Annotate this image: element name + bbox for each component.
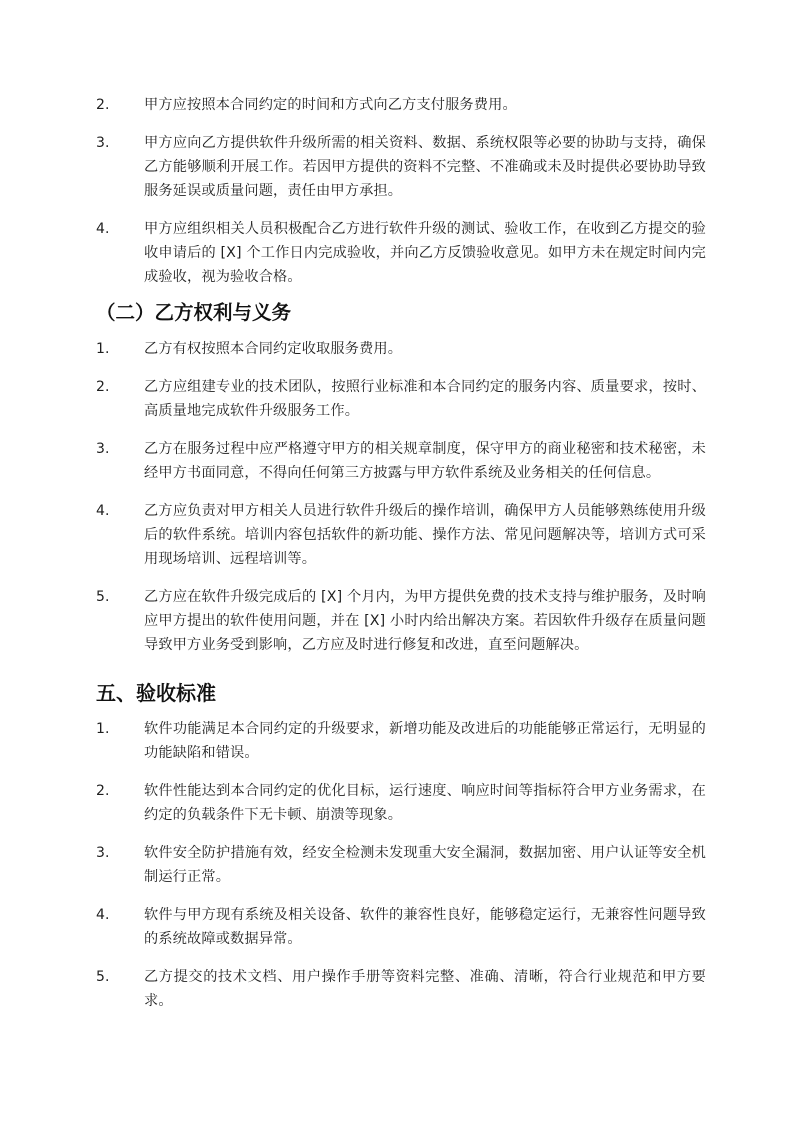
item-text: 乙方有权按照本合同约定收取服务费用。 (144, 341, 403, 357)
acceptance-criteria-list (96, 717, 706, 1027)
item-text: 乙方应组建专业的技术团队，按照行业标准和本合同约定的服务内容、质量要求，按时、高质量地完成软件升级服务工作。 (144, 379, 706, 419)
item-text: 软件与甲方现有系统及相关设备、软件的兼容性良好，能够稳定运行，无兼容性问题导致的系统故障或数据异常。 (144, 907, 706, 947)
item-number: 4. (96, 503, 110, 519)
item-number: 4. (96, 907, 110, 923)
item-number: 3. (96, 441, 110, 457)
list-item (96, 841, 706, 889)
item-number: 3. (96, 135, 110, 151)
item-text: 软件性能达到本合同约定的优化目标，运行速度、响应时间等指标符合甲方业务需求，在约定的负载条件下无卡顿、崩溃等现象。 (144, 783, 706, 823)
item-number: 2. (96, 379, 110, 395)
item-text: 乙方应负责对甲方相关人员进行软件升级后的操作培训，确保甲方人员能够熟练使用升级后的软件系统。培训内容包括软件的新功能、操作方法、常见问题解决等，培训方式可采用现场培训、远程培训等。 (144, 503, 706, 567)
list-item (96, 131, 706, 203)
list-item (96, 217, 706, 289)
item-number: 4. (96, 221, 110, 237)
party-a-obligations-list (96, 93, 706, 303)
item-text: 软件功能满足本合同约定的升级要求，新增功能及改进后的功能能够正常运行，无明显的功能缺陷和错误。 (144, 721, 706, 761)
item-number: 1. (96, 721, 110, 737)
item-text: 甲方应按照本合同约定的时间和方式向乙方支付服务费用。 (144, 97, 517, 113)
item-number: 2. (96, 783, 110, 799)
party-b-obligations-list (96, 337, 706, 671)
item-text: 乙方应在软件升级完成后的 [X] 个月内，为甲方提供免费的技术支持与维护服务，及时响应甲方提出的软件使用问题，并在 [X] 小时内给出解决方案。若因软件升级存在质量问题导致甲方业务受到影响，乙方应及时进行修复和改进，直至问题解决。 (144, 589, 706, 653)
list-item (96, 585, 706, 657)
item-text: 甲方应向乙方提供软件升级所需的相关资料、数据、系统权限等必要的协助与支持，确保乙方能够顺利开展工作。若因甲方提供的资料不完整、不准确或未及时提供必要协助导致服务延误或质量问题，责任由甲方承担。 (144, 135, 706, 199)
list-item (96, 965, 706, 1013)
item-text: 甲方应组织相关人员积极配合乙方进行软件升级的测试、验收工作，在收到乙方提交的验收申请后的 [X] 个工作日内完成验收，并向乙方反馈验收意见。如甲方未在规定时间内完成验收，视为验收合格。 (144, 221, 706, 285)
section-heading-acceptance-criteria: 五、验收标准 (96, 681, 216, 705)
item-number: 1. (96, 341, 110, 357)
list-item (96, 779, 706, 827)
item-text: 乙方提交的技术文档、用户操作手册等资料完整、准确、清晰，符合行业规范和甲方要求。 (144, 969, 706, 1009)
list-item (96, 717, 706, 765)
item-number: 3. (96, 845, 110, 861)
item-text: 软件安全防护措施有效，经安全检测未发现重大安全漏洞，数据加密、用户认证等安全机制运行正常。 (144, 845, 706, 885)
list-item (96, 93, 706, 117)
list-item (96, 337, 706, 361)
list-item (96, 499, 706, 571)
item-text: 乙方在服务过程中应严格遵守甲方的相关规章制度，保守甲方的商业秘密和技术秘密，未经甲方书面同意，不得向任何第三方披露与甲方软件系统及业务相关的任何信息。 (144, 441, 706, 481)
item-number: 2. (96, 97, 110, 113)
item-number: 5. (96, 589, 110, 605)
list-item (96, 437, 706, 485)
list-item (96, 375, 706, 423)
list-item (96, 903, 706, 951)
section-heading-party-b: （二）乙方权利与义务 (96, 301, 292, 324)
item-number: 5. (96, 969, 110, 985)
